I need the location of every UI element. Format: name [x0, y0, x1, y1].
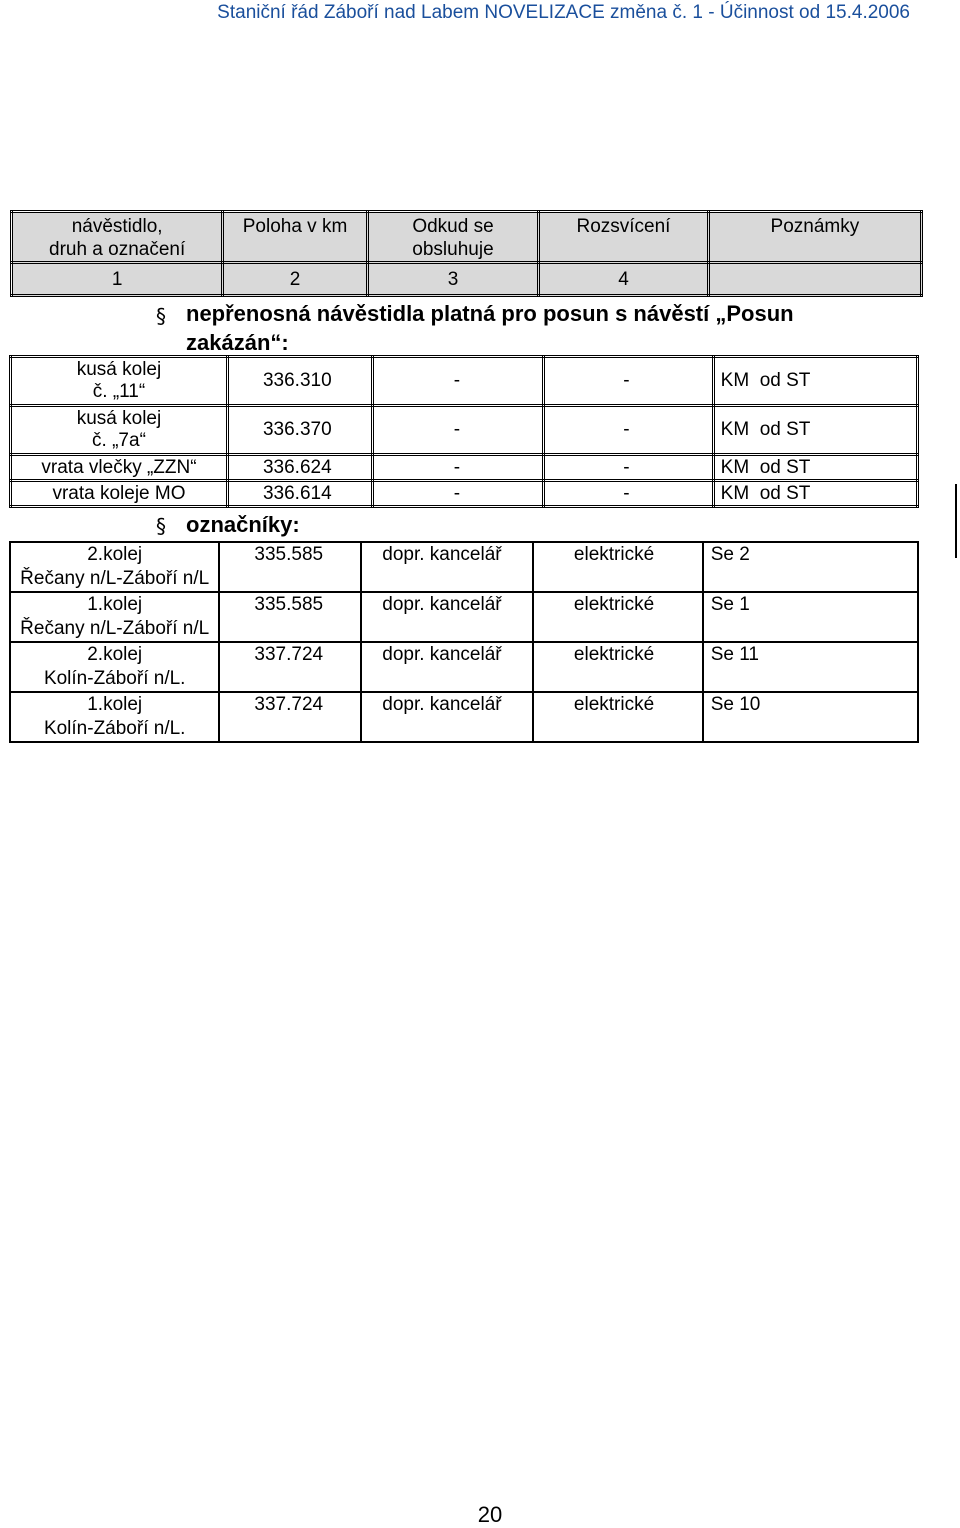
marker-name	[10, 592, 219, 642]
signal-name-line2: č. „7a“	[92, 430, 146, 451]
marker-from: dopr. kancelář	[361, 692, 533, 742]
marker-name-line1: 2.kolej	[87, 644, 143, 665]
col-header-km	[223, 212, 367, 263]
col-number-1: 1	[12, 263, 223, 296]
signal-light: -	[544, 481, 713, 507]
signal-note: KM od ST	[713, 481, 917, 507]
col-number-4: 4	[539, 263, 709, 296]
section-title-signals	[186, 299, 794, 357]
signal-note: KM od ST	[713, 406, 917, 455]
marker-name	[10, 692, 219, 742]
marker-from: dopr. kancelář	[361, 592, 533, 642]
marker-name-line2: Řečany n/L-Záboří n/L	[20, 618, 210, 639]
marker-km: 337.724	[219, 642, 361, 692]
signal-name	[11, 406, 228, 455]
col-number-3: 3	[367, 263, 538, 296]
signal-note: KM od ST	[713, 357, 917, 406]
marker-km: 337.724	[219, 692, 361, 742]
signal-from: -	[372, 357, 543, 406]
table-row	[10, 692, 918, 742]
marker-name-line2: Řečany n/L-Záboří n/L	[20, 568, 210, 589]
col-header-signal-line2: druh a označení	[49, 239, 186, 260]
column-numbers-row	[12, 263, 922, 296]
signal-name-line1: kusá kolej	[76, 359, 162, 380]
table-row	[10, 592, 918, 642]
markers-table	[9, 541, 919, 743]
document-header: Staniční řád Záboří nad Labem NOVELIZACE změna č. 1 - Účinnost od 15.4.2006	[217, 2, 910, 23]
signal-from: -	[372, 455, 543, 481]
col-header-km-text: Poloha v km	[242, 216, 348, 237]
signal-name-line2: č. „11“	[92, 381, 146, 402]
marker-note: Se 1	[703, 592, 918, 642]
marker-km: 335.585	[219, 592, 361, 642]
column-header-table	[10, 210, 923, 297]
signal-light: -	[544, 357, 713, 406]
marker-name-line2: Kolín-Záboří n/L.	[43, 668, 186, 689]
marker-light: elektrické	[533, 642, 703, 692]
table-row	[11, 406, 918, 455]
signal-from: -	[372, 406, 543, 455]
signal-km: 336.370	[227, 406, 372, 455]
marker-name-line1: 1.kolej	[87, 594, 143, 615]
col-header-operated-from	[367, 212, 538, 263]
marker-name	[10, 542, 219, 592]
table-row	[10, 642, 918, 692]
signal-km: 336.614	[227, 481, 372, 507]
marker-light: elektrické	[533, 542, 703, 592]
signal-km: 336.310	[227, 357, 372, 406]
marker-note: Se 2	[703, 542, 918, 592]
signal-name: vrata koleje MO	[11, 481, 228, 507]
signal-light: -	[544, 406, 713, 455]
page-number: 20	[477, 1502, 503, 1527]
col-header-notes	[708, 212, 921, 263]
marker-light: elektrické	[533, 592, 703, 642]
marker-km: 335.585	[219, 542, 361, 592]
marker-name-line1: 2.kolej	[87, 544, 143, 565]
table-row	[11, 455, 918, 481]
col-header-signal-line1: návěstidlo,	[71, 216, 163, 237]
margin-rule	[955, 484, 957, 558]
signal-from: -	[372, 481, 543, 507]
signal-name	[11, 357, 228, 406]
marker-name-line2: Kolín-Záboří n/L.	[43, 718, 186, 739]
table-row	[10, 542, 918, 592]
section-title-signals-line2: zakázán“:	[186, 330, 289, 355]
signals-table	[9, 355, 919, 508]
marker-note: Se 10	[703, 692, 918, 742]
col-header-lighting	[539, 212, 709, 263]
signal-name: vrata vlečky „ZZN“	[11, 455, 228, 481]
col-header-lighting-text: Rozsvícení	[576, 216, 671, 237]
col-number-2: 2	[223, 263, 367, 296]
col-header-from-line1: Odkud se	[412, 216, 494, 237]
col-number-5	[708, 263, 921, 296]
section-title-signals-line1: nepřenosná návěstidla platná pro posun s návěstí „Posun	[186, 301, 794, 326]
col-header-signal	[12, 212, 223, 263]
signal-note: KM od ST	[713, 455, 917, 481]
marker-name-line1: 1.kolej	[87, 694, 143, 715]
col-header-from-line2: obsluhuje	[412, 239, 494, 260]
signal-km: 336.624	[227, 455, 372, 481]
section-title-markers: označníky:	[186, 512, 300, 537]
section-bullet-icon: §	[156, 304, 166, 328]
section-bullet-icon: §	[156, 514, 166, 538]
table-row	[11, 481, 918, 507]
signal-name-line1: kusá kolej	[76, 408, 162, 429]
marker-note: Se 11	[703, 642, 918, 692]
table-row	[11, 357, 918, 406]
signal-light: -	[544, 455, 713, 481]
marker-from: dopr. kancelář	[361, 642, 533, 692]
marker-name	[10, 642, 219, 692]
marker-light: elektrické	[533, 692, 703, 742]
column-labels-row	[12, 212, 922, 263]
col-header-notes-text: Poznámky	[770, 216, 860, 237]
marker-from: dopr. kancelář	[361, 542, 533, 592]
